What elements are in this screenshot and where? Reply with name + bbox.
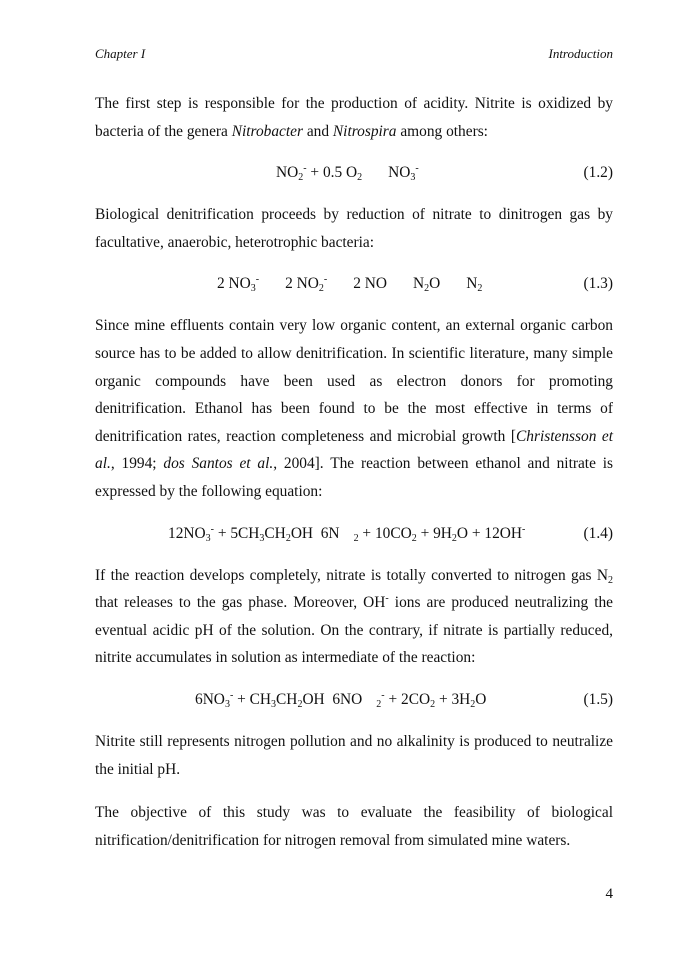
equation-1-5 xyxy=(95,686,613,714)
chapter-label: Chapter I xyxy=(95,46,146,61)
equation-1-5-expression: $6NO_3^- + CH_3CH_2OH$ 6NO $_2^- + 2CO_2 + 3H_2O$ xyxy=(195,689,487,710)
page-body xyxy=(95,90,613,854)
running-header xyxy=(95,46,613,66)
equation-1-2-expression: $NO_2^- + 0.5$ $O_2$ $NO_3^-$ xyxy=(276,163,419,184)
paragraph-ethanol: Since mine effluents contain very low organic content, an external organic carbon source has to be added to allow denitrification. In scientific literature, many simple organic compounds have been used as electron donors for promoting denitrification. Ethanol has been found to be the most effective in terms of denitrification rates, reaction completeness and microbial growth [Christensson et al., 1994; dos Santos et al., 2004]. The reaction between ethanol and nitrate is expressed by the following equation: xyxy=(95,317,613,500)
equation-1-2 xyxy=(95,159,613,187)
equation-1-3 xyxy=(95,270,613,298)
section-label: Introduction xyxy=(548,46,613,61)
page-number: 4 xyxy=(605,886,613,902)
equation-number: (1.4) xyxy=(583,524,613,542)
equation-1-4-expression: $12NO_3^- + 5CH_3CH_2OH$ 6N $_2 + 10CO_2 + 9H_2O + 12OH^-$ xyxy=(168,523,526,544)
paragraph-reaction-completeness: If the reaction develops completely, nitrate is totally converted to nitrogen gas $N_2$ that releases to the gas phase. Moreover, OH- ions are produced neutralizing the eventual acidic pH of the solution. On the contrary, if nitrate is partially reduced, nitrite accumulates in solution as intermediate of the reaction: xyxy=(95,566,613,667)
equation-1-3-expression: 2 $NO_3^-$ 2 $NO_2^-$ 2 NO $N_2O$ $N_2$ xyxy=(217,274,483,295)
paragraph-nitrite-pollution: Nitrite still represents nitrogen pollution and no alkalinity is produced to neutralize the initial pH. xyxy=(95,732,613,778)
paragraph-denitrification: Biological denitrification proceeds by reduction of nitrate to dinitrogen gas by facultative, anaerobic, heterotrophic bacteria: xyxy=(95,206,613,251)
equation-number: (1.3) xyxy=(583,275,613,293)
equation-1-4 xyxy=(95,520,613,548)
equation-number: (1.5) xyxy=(583,690,613,708)
paragraph-nitrite-oxidation: The first step is responsible for the production of acidity. Nitrite is oxidized by bacteria of the genera Nitrobacter and Nitrospira among others: xyxy=(95,95,613,140)
equation-number: (1.2) xyxy=(583,164,613,182)
paragraph-objective: The objective of this study was to evaluate the feasibility of biological nitrification/denitrification for nitrogen removal from simulated mine waters. xyxy=(95,804,613,849)
